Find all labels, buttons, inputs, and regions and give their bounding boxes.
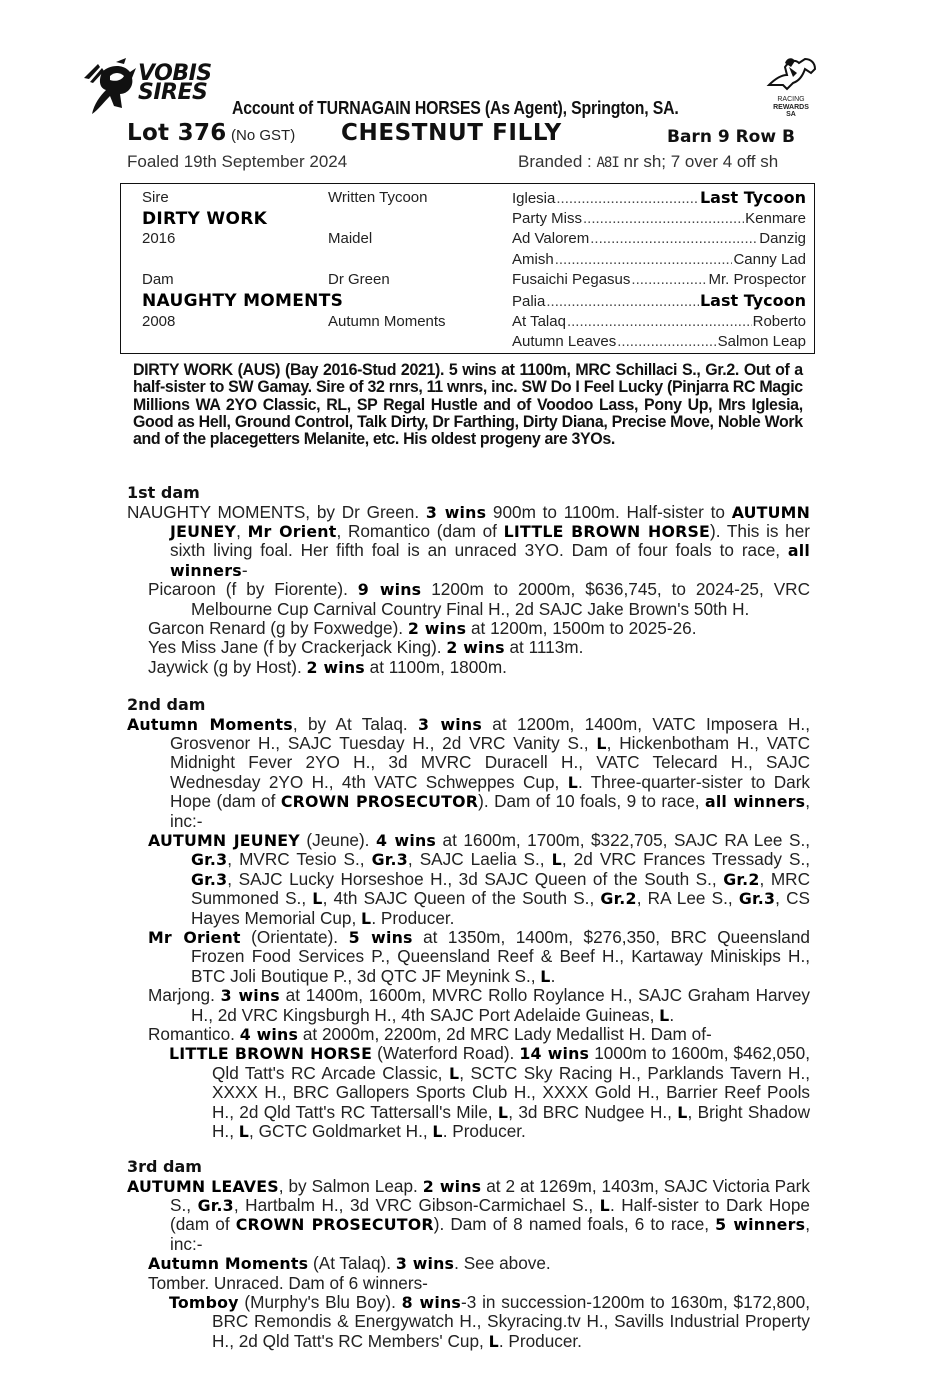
body-text: Picaroon (f by Fiorente). bbox=[148, 579, 358, 600]
emphasis-text: 3 wins bbox=[418, 714, 482, 734]
body-text: 1200m to 2000m, $636,745, to 2024-25, VRC Melbourne Cup Carnival Country Final H., 2d SAJC Jake Brown's 50th H. bbox=[191, 579, 810, 619]
jockey-horse-icon bbox=[80, 58, 138, 116]
section-entries bbox=[127, 503, 810, 678]
emphasis-text: L bbox=[238, 1122, 250, 1142]
family-entry bbox=[127, 1177, 810, 1255]
gg-sire: Roberto bbox=[752, 312, 806, 330]
grandsire-dam-side: Dr Green bbox=[328, 271, 390, 289]
leader-dots bbox=[556, 189, 699, 210]
emphasis-text: Mr Orient bbox=[148, 927, 241, 947]
family-entry bbox=[127, 986, 810, 1025]
emphasis-text: L bbox=[497, 1102, 509, 1122]
family-entry bbox=[127, 503, 810, 581]
great-grandparent-row bbox=[512, 332, 806, 353]
emphasis-text: L bbox=[596, 733, 607, 753]
body-text: 900m to 1100m. Half-sister to bbox=[486, 501, 732, 522]
body-text: , SAJC Lucky Horseshoe H., 3d SAJC Queen of the South S., bbox=[227, 868, 724, 889]
emphasis-text: L bbox=[540, 966, 551, 986]
emphasis-text: AUTUMN LEAVES bbox=[127, 1176, 279, 1196]
leader-dots bbox=[617, 332, 716, 353]
body-text: (At Talaq). bbox=[308, 1253, 396, 1274]
emphasis-text: 2 wins bbox=[446, 638, 505, 658]
emphasis-text: Gr.3 bbox=[738, 889, 776, 909]
family-entry bbox=[127, 1293, 810, 1351]
body-text: , inc:- bbox=[170, 791, 810, 831]
body-text: at 1200m, 1400m, VATC Imposera H., Grosvenor H., SAJC Tuesday H., 2d VRC Vanity S., bbox=[170, 713, 810, 753]
emphasis-text: Gr.3 bbox=[197, 1195, 234, 1215]
family-entry bbox=[127, 1025, 810, 1044]
gg-sire: Kenmare bbox=[745, 209, 806, 227]
body-text: , bbox=[236, 520, 248, 541]
emphasis-text: CROWN PROSECUTOR bbox=[235, 1215, 434, 1235]
rr-line-2: REWARDS bbox=[773, 103, 809, 111]
great-grandparent-row bbox=[512, 270, 806, 291]
family-entry bbox=[127, 1274, 810, 1293]
body-text: Tomber. Unraced. Dam of 6 winners- bbox=[148, 1272, 428, 1293]
body-text: . bbox=[669, 1004, 675, 1025]
spacer bbox=[328, 209, 446, 230]
emphasis-text: all winners bbox=[170, 541, 810, 580]
body-text: , Romantico (dam of bbox=[336, 520, 504, 541]
gg-name: Party Miss bbox=[512, 209, 583, 227]
emphasis-text: L bbox=[312, 889, 323, 909]
emphasis-text: L bbox=[488, 1331, 499, 1351]
body-text: Marjong. bbox=[148, 985, 221, 1006]
body-text: - bbox=[241, 559, 248, 580]
body-text: at 1113m. bbox=[504, 637, 584, 658]
gst-note: (No GST) bbox=[231, 127, 296, 144]
emphasis-text: L bbox=[432, 1122, 443, 1142]
grandsire-sire-side: Written Tycoon bbox=[328, 189, 428, 206]
leader-dots bbox=[631, 270, 707, 291]
family-entry bbox=[127, 638, 810, 657]
section-heading: 2nd dam bbox=[127, 695, 206, 714]
emphasis-text: 2 wins bbox=[407, 618, 467, 638]
emphasis-text: 4 wins bbox=[239, 1025, 299, 1044]
body-text: . bbox=[550, 965, 556, 986]
leader-dots bbox=[555, 250, 733, 271]
family-entry bbox=[127, 1044, 810, 1141]
body-text: , by At Talaq. bbox=[292, 713, 419, 734]
sire-name: DIRTY WORK bbox=[142, 208, 268, 229]
pedigree-great-grandparents-column bbox=[512, 188, 806, 353]
body-text: at 2000m, 2200m, 2d MRC Lady Medallist H. Dam of- bbox=[298, 1024, 712, 1044]
body-text: (Murphy's Blu Boy). bbox=[238, 1291, 402, 1312]
body-text: . Producer. bbox=[371, 907, 455, 928]
body-text: , MVRC Tesio S., bbox=[227, 849, 372, 870]
emphasis-text: 2 wins bbox=[306, 657, 365, 677]
pedigree-parents-column bbox=[142, 188, 343, 332]
family-entry bbox=[127, 619, 810, 638]
emphasis-text: L bbox=[599, 1195, 610, 1215]
gg-name: Autumn Leaves bbox=[512, 333, 617, 351]
leader-dots bbox=[567, 312, 752, 333]
racing-rewards-sa-logo bbox=[762, 55, 820, 121]
body-text: , SAJC Laelia S., bbox=[407, 849, 552, 870]
great-grandparent-row bbox=[512, 229, 806, 250]
body-text: NAUGHTY MOMENTS, by Dr Green. bbox=[127, 501, 426, 522]
section-entries bbox=[127, 1177, 810, 1352]
section-entries bbox=[127, 715, 810, 1142]
emphasis-text: 3 wins bbox=[220, 986, 280, 1006]
emphasis-text: 9 wins bbox=[357, 580, 422, 600]
family-entry bbox=[127, 580, 810, 619]
body-text: , SCTC Sky Racing H., Parklands Tavern H., XXXX H., BRC Gallopers Sports Club H., XXXX Gold H., Barrier Reef Pools H., 2d Qld Tatt's RC Tattersall's Mile, bbox=[212, 1062, 810, 1122]
second-dam-section bbox=[127, 695, 810, 1141]
body-text: , 3d BRC Nudgee H., bbox=[508, 1101, 678, 1122]
emphasis-text: Gr.2 bbox=[723, 869, 760, 889]
emphasis-text: L bbox=[551, 850, 562, 870]
gg-name: Amish bbox=[512, 250, 554, 268]
body-text: at 1350m, 1400m, $276,350, BRC Queensland Frozen Food Services P., Queensland Reef & Beef H., Kartaway Miniskips H., BTC Joli Boutique P., 3d QTC JF Meynink S., bbox=[191, 926, 810, 986]
spacer bbox=[328, 291, 446, 312]
emphasis-text: Autumn Moments bbox=[127, 714, 293, 734]
emphasis-text: LITTLE BROWN HORSE bbox=[169, 1044, 373, 1064]
racing-rewards-text bbox=[762, 96, 820, 119]
barn-location: Barn 9 Row B bbox=[667, 127, 795, 147]
body-text: 1000m to 1600m, $462,050, Qld Tatt's RC Arcade Classic, bbox=[212, 1043, 811, 1083]
body-text: . Three-quarter-sister to Dark Hope (dam of bbox=[170, 771, 811, 812]
leader-dots bbox=[546, 292, 699, 313]
emphasis-text: L bbox=[361, 908, 372, 928]
body-text: (Orientate). bbox=[240, 926, 349, 947]
emphasis-text: 2 wins bbox=[422, 1176, 482, 1196]
gg-sire: Canny Lad bbox=[733, 250, 806, 268]
pedigree-grandparents-column bbox=[328, 188, 446, 332]
body-text: , Bright Shadow H., bbox=[212, 1101, 810, 1142]
body-text: (Waterford Road). bbox=[372, 1043, 520, 1064]
body-text: Garcon Renard (g by Foxwedge). bbox=[148, 617, 408, 638]
emphasis-text: L bbox=[567, 772, 578, 792]
granddam-sire-side: Maidel bbox=[328, 230, 373, 248]
brand-mark: A8I bbox=[596, 155, 619, 171]
body-text: at 1600m, 1700m, $322,705, SAJC RA Lee S., bbox=[436, 829, 810, 850]
emphasis-text: L bbox=[677, 1102, 688, 1122]
emphasis-text: CROWN PROSECUTOR bbox=[280, 792, 479, 812]
body-text: at 1100m, 1800m. bbox=[364, 656, 507, 677]
body-text: at 1400m, 1600m, MVRC Rollo Roylance H., SAJC Graham Harvey H., 2d VRC Kingsburgh H., 4th SAJC Port Adelaide Guineas, bbox=[191, 985, 811, 1025]
body-text: , 4th SAJC Queen of the South S., bbox=[322, 888, 601, 909]
logo-word-2: SIRES bbox=[138, 80, 208, 105]
emphasis-text: AUTUMN JEUNEY bbox=[148, 830, 300, 850]
rr-line-1: RACING bbox=[777, 96, 805, 103]
dam-year: 2008 bbox=[142, 312, 176, 330]
body-text: , RA Lee S., bbox=[636, 888, 739, 909]
emphasis-text: 3 wins bbox=[425, 502, 487, 522]
body-text: . Producer. bbox=[442, 1121, 526, 1142]
spacer bbox=[328, 250, 446, 271]
emphasis-text: L bbox=[659, 1005, 670, 1025]
emphasis-text: 5 wins bbox=[348, 927, 413, 947]
gg-name: Palia bbox=[512, 292, 546, 310]
emphasis-text: 4 wins bbox=[375, 830, 437, 850]
emphasis-text: all winners bbox=[704, 792, 806, 812]
body-text: , GCTC Goldmarket H., bbox=[249, 1121, 433, 1142]
gg-name: Iglesia bbox=[512, 190, 556, 207]
body-text: , CS Hayes Memorial Cup, bbox=[191, 888, 810, 928]
brand-details: nr sh; 7 over 4 off sh bbox=[623, 152, 779, 171]
pedigree-table bbox=[120, 183, 815, 354]
body-text: . See above. bbox=[454, 1253, 551, 1274]
emphasis-text: 8 wins bbox=[401, 1292, 462, 1312]
leader-dots bbox=[583, 209, 744, 230]
body-text: , Hickenbotham H., VATC Midnight Fever 2YO H., 3d MVRC Duracell H., VATC Telecard H., SAJC Wednesday 2YO H., 4th VATC Schweppes Cup, bbox=[170, 732, 811, 792]
vendor-account-line: Account of TURNAGAIN HORSES (As Agent), Springton, SA. bbox=[232, 98, 679, 118]
lot-heading bbox=[127, 120, 295, 146]
body-text: . Half-sister to Dark Hope (dam of bbox=[170, 1194, 810, 1235]
lot-number: Lot 376 bbox=[127, 120, 227, 146]
body-text: at 1200m, 1500m to 2025-26. bbox=[466, 617, 697, 638]
body-text: (Jeune). bbox=[299, 829, 376, 850]
emphasis-text: 5 winners bbox=[715, 1215, 806, 1235]
first-dam-section bbox=[127, 483, 810, 677]
emphasis-text: L bbox=[448, 1063, 460, 1083]
gg-name: At Talaq bbox=[512, 312, 566, 330]
family-entry bbox=[127, 715, 810, 831]
body-text: , inc:- bbox=[170, 1214, 810, 1254]
gg-sire: Last Tycoon bbox=[699, 290, 806, 310]
gg-sire: Mr. Prospector bbox=[708, 271, 806, 289]
great-grandparent-row bbox=[512, 209, 806, 230]
family-entry bbox=[127, 1254, 810, 1273]
spacer bbox=[142, 250, 343, 271]
sire-year: 2016 bbox=[142, 230, 176, 248]
family-entry bbox=[127, 658, 810, 677]
gg-name: Fusaichi Pegasus bbox=[512, 271, 631, 289]
body-text: ). Dam of 8 named foals, 6 to race, bbox=[433, 1214, 716, 1235]
body-text: Romantico. bbox=[148, 1024, 240, 1044]
emphasis-text: Gr.3 bbox=[191, 869, 228, 889]
emphasis-text: Gr.2 bbox=[600, 889, 637, 909]
emphasis-text: Tomboy bbox=[169, 1292, 239, 1312]
body-text: , by Salmon Leap. bbox=[278, 1175, 423, 1196]
great-grandparent-row bbox=[512, 188, 806, 209]
horse-description: CHESTNUT FILLY bbox=[341, 120, 562, 146]
body-text: Jaywick (g by Host). bbox=[148, 656, 307, 677]
gg-sire: Salmon Leap bbox=[717, 333, 806, 351]
section-heading: 3rd dam bbox=[127, 1157, 202, 1176]
emphasis-text: Gr.3 bbox=[371, 850, 408, 870]
emphasis-text: 3 wins bbox=[395, 1254, 455, 1274]
branded-label: Branded : bbox=[518, 152, 592, 171]
sire-summary: DIRTY WORK (AUS) (Bay 2016-Stud 2021). 5 wins at 1100m, MRC Schillaci S., Gr.2. Out of a half-sister to SW Gamay. Sire of 32 rnrs, 11 wnrs, inc. SW Do I Feel Lucky (Pinjarra RC Magic Millions WA 2YO Classic, RL, SP Regal Hustle and of Voodoo Lass, Pony Up, Mrs Iglesia, Good as Hell, Ground Control, Talk Dirty, Dr Farthing, Dirty Diana, Precise Move, Noble Work and of the placegetters Melanite, etc. His oldest progeny are 3YOs. bbox=[133, 361, 803, 449]
great-grandparent-row bbox=[512, 291, 806, 312]
emphasis-text: AUTUMN JEUNEY bbox=[170, 502, 810, 541]
vobis-sires-logo bbox=[80, 58, 220, 116]
emphasis-text: 14 wins bbox=[519, 1044, 590, 1064]
dam-name: NAUGHTY MOMENTS bbox=[142, 290, 344, 311]
leader-dots bbox=[590, 229, 758, 250]
granddam-dam-side: Autumn Moments bbox=[328, 312, 446, 330]
vobis-sires-wordmark bbox=[138, 61, 212, 105]
gg-sire: Danzig bbox=[759, 230, 806, 248]
great-grandparent-row bbox=[512, 250, 806, 271]
logo-word-1: VOBIS bbox=[138, 61, 212, 86]
third-dam-section bbox=[127, 1157, 810, 1351]
racehorse-jockey-icon bbox=[765, 55, 817, 91]
body-text: ). Dam of 10 foals, 9 to race, bbox=[478, 791, 705, 812]
rr-line-3: SA bbox=[786, 111, 796, 118]
branding-info bbox=[518, 152, 778, 172]
sire-label: Sire bbox=[142, 189, 169, 206]
gg-name: Ad Valorem bbox=[512, 230, 590, 248]
body-text: -3 in succession-1200m to 1630m, $172,800, BRC Remondis & Energywatch H., Skyracing.tv H., Savills Industrial Property H., 2d Qld Tatt's RC Members' Cup, bbox=[212, 1291, 810, 1351]
emphasis-text: Autumn Moments bbox=[148, 1254, 309, 1274]
body-text: . Producer. bbox=[498, 1330, 582, 1351]
foaled-date: Foaled 19th September 2024 bbox=[127, 152, 348, 171]
great-grandparent-row bbox=[512, 312, 806, 333]
body-text: , Hartbalm H., 3d VRC Gibson-Carmichael S., bbox=[233, 1194, 600, 1215]
body-text: at 2 at 1269m, 1403m, SAJC Victoria Park S., bbox=[170, 1175, 810, 1215]
body-text: Yes Miss Jane (f by Crackerjack King). bbox=[148, 637, 447, 658]
body-text: , MRC Summoned S., bbox=[191, 868, 810, 909]
family-entry bbox=[127, 928, 810, 986]
emphasis-text: LITTLE BROWN HORSE bbox=[503, 521, 711, 541]
body-text: , 2d VRC Frances Tressady S., bbox=[561, 849, 811, 870]
section-heading: 1st dam bbox=[127, 483, 200, 502]
family-entry bbox=[127, 831, 810, 928]
emphasis-text: Gr.3 bbox=[191, 850, 228, 870]
gg-sire: Last Tycoon bbox=[699, 188, 806, 207]
emphasis-text: Mr Orient bbox=[247, 521, 337, 541]
dam-label: Dam bbox=[142, 271, 174, 289]
body-text: ). This is her sixth living foal. Her fifth foal is an unraced 3YO. Dam of four foals to race, bbox=[170, 520, 810, 561]
